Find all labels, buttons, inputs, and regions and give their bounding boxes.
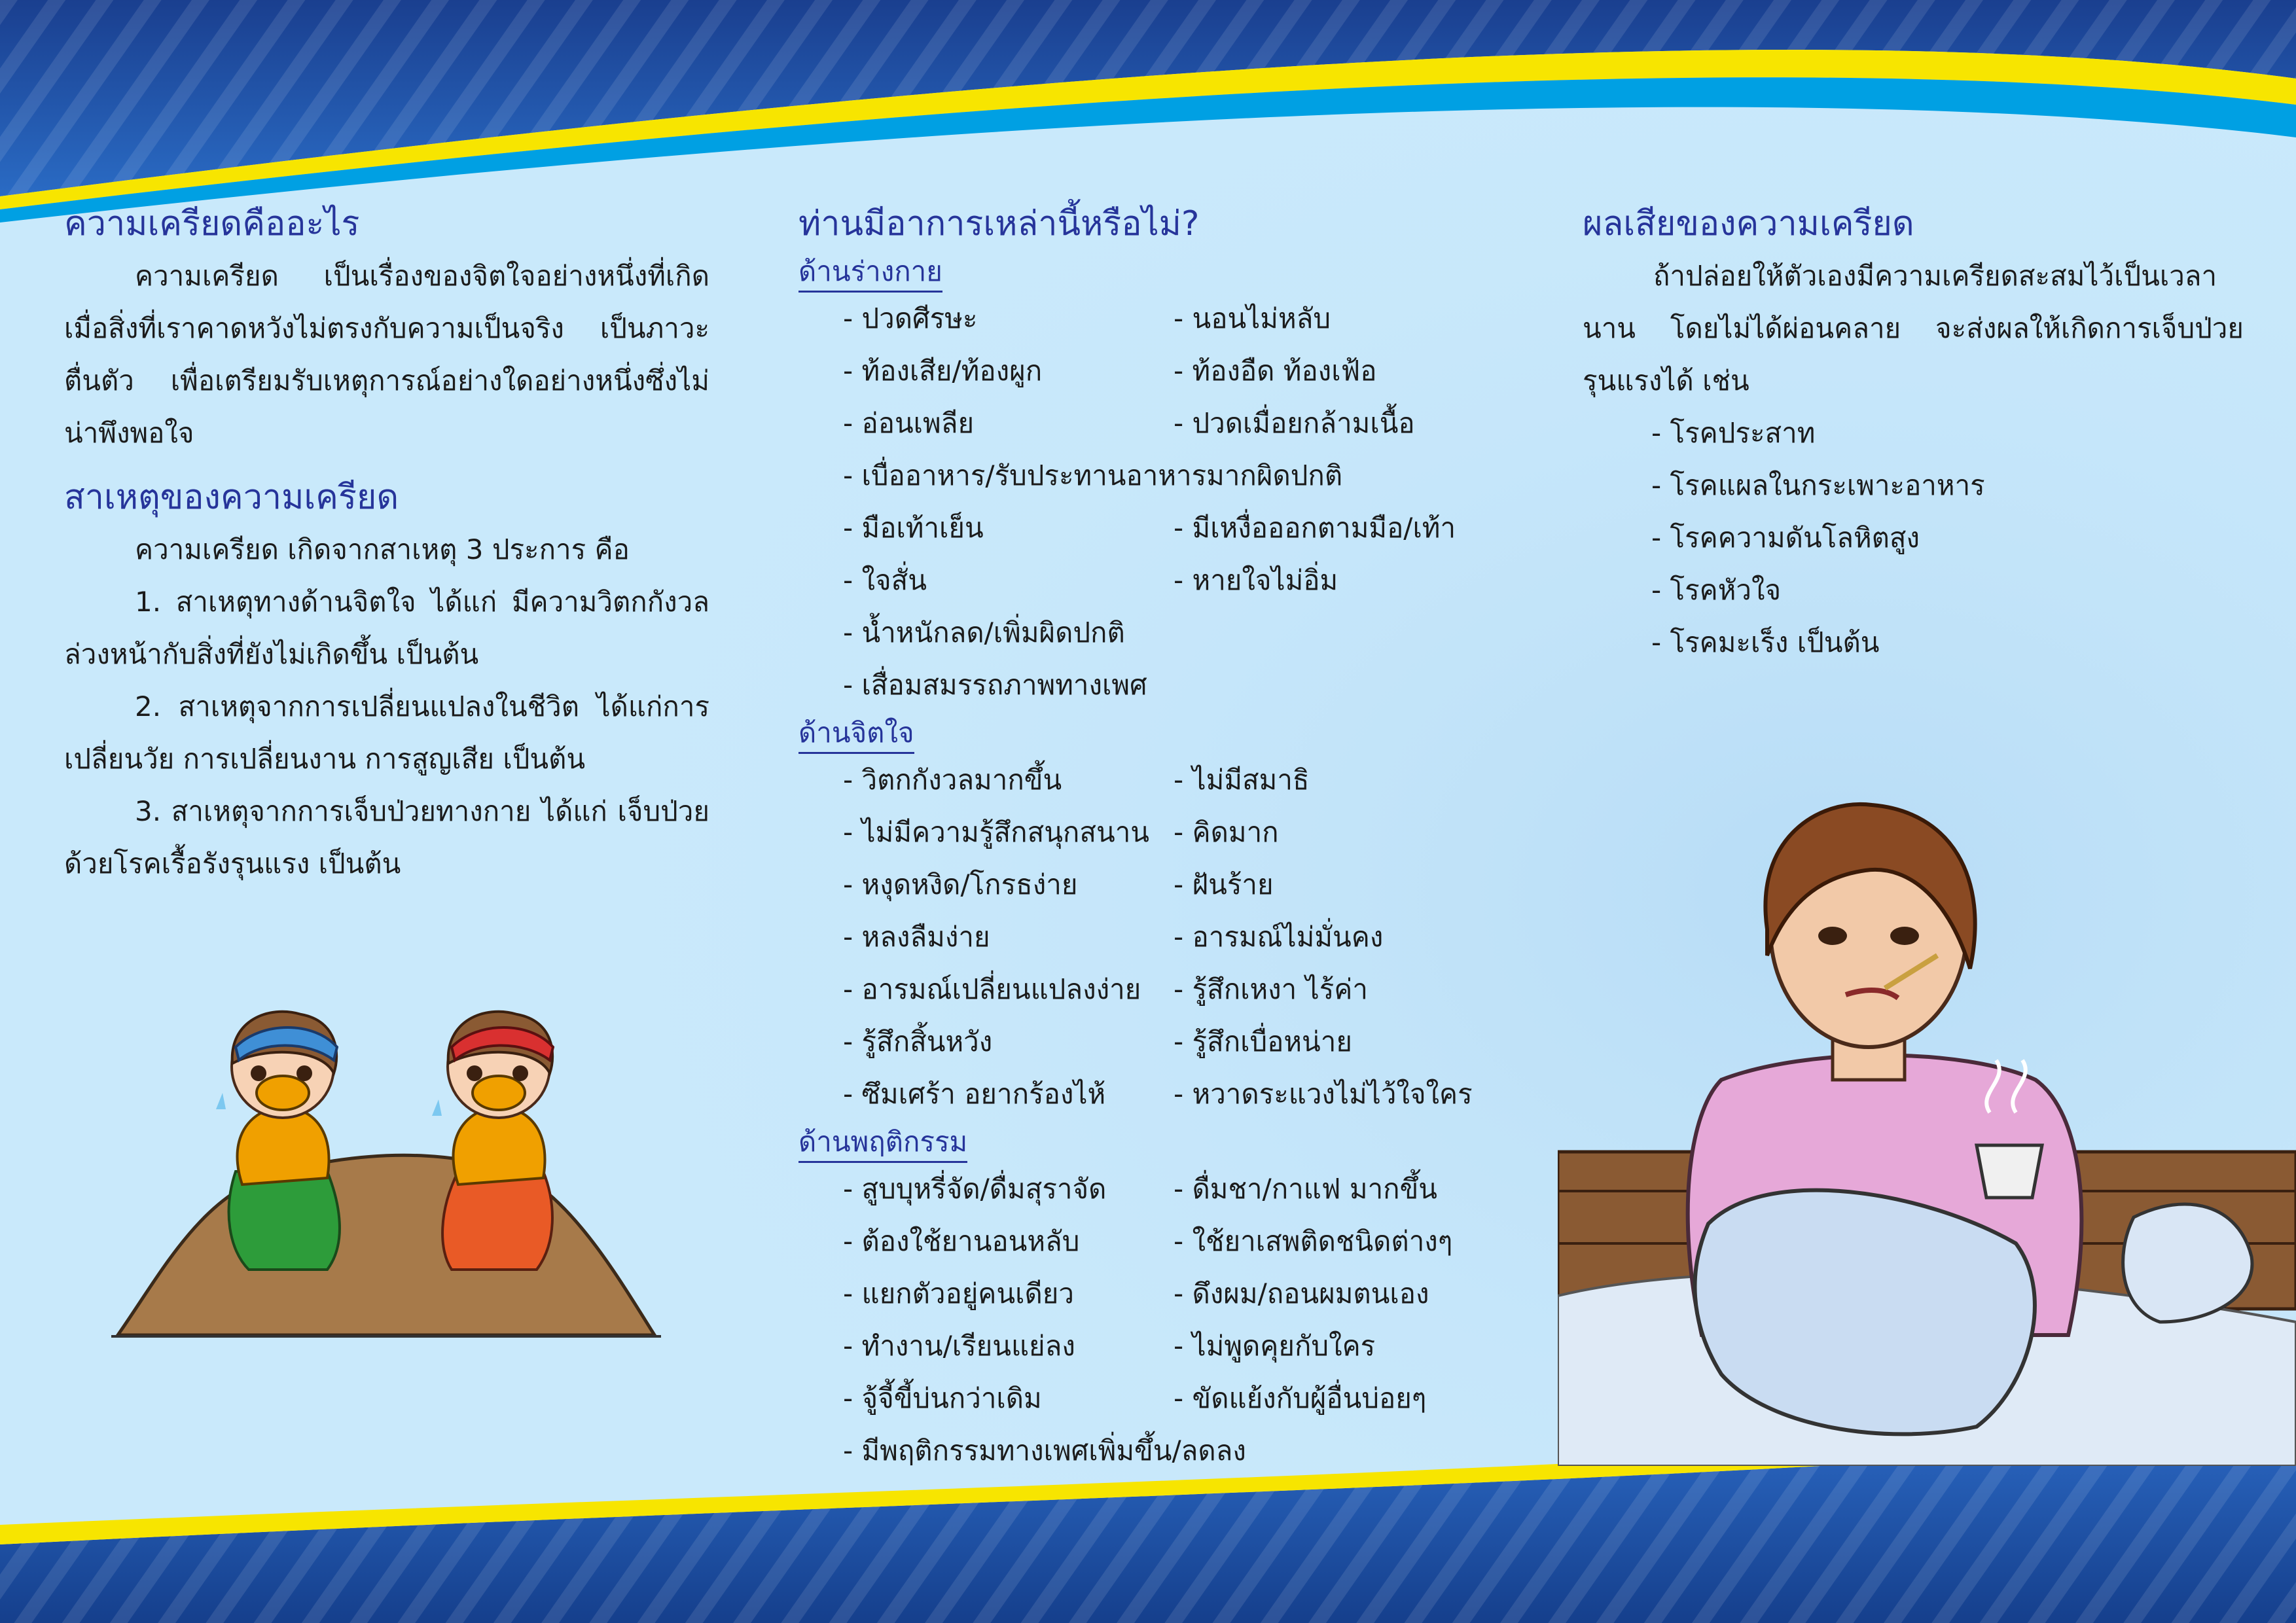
list-item: - เสื่อมสมรรถภาพทางเพศ xyxy=(843,669,1147,701)
list-item: - ทำงาน/เรียนแย่ลง xyxy=(843,1330,1075,1362)
stress-definition: ความเครียด เป็นเรื่องของจิตใจอย่างหนึ่งที่เกิดเมื่อสิ่งที่เราคาดหวังไม่ตรงกับความเป็นจริง เป็นภาวะตื่นตัว เพื่อเตรียมรับเหตุการณ์อย่างใดอย่างหนึ่งซึ่งไม่น่าพึงพอใจ xyxy=(64,260,709,449)
list-item: - ขัดแย้งกับผู้อื่นบ่อยๆ xyxy=(1174,1382,1427,1414)
list-item: - วิตกกังวลมากขึ้น xyxy=(843,764,1062,796)
list-item: - ซึมเศร้า อยากร้องไห้ xyxy=(843,1078,1106,1110)
list-item: - ท้องอืด ท้องเฟ้อ xyxy=(1174,355,1377,387)
list-item: - ท้องเสีย/ท้องผูก xyxy=(843,355,1043,387)
list-item: - โรคมะเร็ง เป็นต้น xyxy=(1651,626,1880,658)
heading-causes: สาเหตุของความเครียด xyxy=(64,478,399,517)
middle-column xyxy=(798,198,1518,1477)
list-item: - อารมณ์ไม่มั่นคง xyxy=(1174,921,1384,953)
list-item: - สูบบุหรี่จัด/ดื่มสุราจัด xyxy=(843,1173,1107,1205)
disease-list xyxy=(1651,407,2244,669)
list-item: - คิดมาก xyxy=(1174,816,1279,848)
list-item: - มีพฤติกรรมทางเพศเพิ่มขึ้น/ลดลง xyxy=(843,1435,1246,1467)
cause-item: 3. สาเหตุจากการเจ็บป่วยทางกาย ได้แก่ เจ็บป่วยด้วยโรคเรื้อรังรุนแรง เป็นต้น xyxy=(64,795,709,880)
list-item: - หลงลืมง่าย xyxy=(843,921,990,953)
list-item: - หงุดหงิด/โกรธง่าย xyxy=(843,868,1078,901)
list-item: - รู้สึกสิ้นหวัง xyxy=(843,1026,993,1058)
effects-paragraph: ถ้าปล่อยให้ตัวเองมีความเครียดสะสมไว้เป็นเวลานาน โดยไม่ได้ผ่อนคลาย จะส่งผลให้เกิดการเจ็บป่วยรุนแรงได้ เช่น xyxy=(1583,260,2244,397)
list-item: - มือเท้าเย็น xyxy=(843,512,984,544)
list-item: - ใช้ยาเสพติดชนิดต่างๆ xyxy=(1174,1225,1453,1257)
list-item: - อารมณ์เปลี่ยนแปลงง่าย xyxy=(843,973,1141,1005)
list-item: - รู้สึกเหงา ไร้ค่า xyxy=(1174,973,1368,1005)
subheading-mental: ด้านจิตใจ xyxy=(798,714,914,754)
left-column xyxy=(64,198,709,890)
physical-symptoms xyxy=(843,293,1518,450)
list-item: - น้ำหนักลด/เพิ่มผิดปกติ xyxy=(843,616,1125,649)
subheading-behavior: ด้านพฤติกรรม xyxy=(798,1123,967,1163)
list-item: - มีเหงื่อออกตามมือ/เท้า xyxy=(1174,512,1456,544)
sick-woman-in-bed-illustration xyxy=(1558,798,2296,1466)
list-item: - โรคประสาท xyxy=(1651,417,1816,449)
list-item: - โรคหัวใจ xyxy=(1651,574,1782,606)
two-crying-girls-illustration xyxy=(111,995,661,1348)
list-item: - ปวดศีรษะ xyxy=(843,302,978,334)
subheading-physical: ด้านร่างกาย xyxy=(798,253,942,293)
causes-intro: ความเครียด เกิดจากสาเหตุ 3 ประการ คือ xyxy=(135,533,630,565)
physical-symptoms-2 xyxy=(843,502,1518,607)
list-item: - รู้สึกเบื่อหน่าย xyxy=(1174,1026,1352,1058)
heading-symptoms: ท่านมีอาการเหล่านี้หรือไม่? xyxy=(798,204,1200,243)
behavior-symptoms xyxy=(843,1163,1518,1425)
list-item: - ไม่พูดคุยกับใคร xyxy=(1174,1330,1376,1362)
list-item: - ดึงผม/ถอนผมตนเอง xyxy=(1174,1277,1429,1310)
cause-item: 1. สาเหตุทางด้านจิตใจ ได้แก่ มีความวิตกกังวลล่วงหน้ากับสิ่งที่ยังไม่เกิดขึ้น เป็นต้น xyxy=(64,586,709,670)
heading-stress-effects: ผลเสียของความเครียด xyxy=(1583,204,1914,243)
list-item: - โรคความดันโลหิตสูง xyxy=(1651,522,1920,554)
list-item: - อ่อนเพลีย xyxy=(843,407,975,439)
list-item: - จู้จี้ขี้บ่นกว่าเดิม xyxy=(843,1382,1042,1414)
list-item: - ต้องใช้ยานอนหลับ xyxy=(843,1225,1080,1257)
list-item: - ฝันร้าย xyxy=(1174,868,1274,901)
list-item: - นอนไม่หลับ xyxy=(1174,302,1331,334)
list-item: - ไม่มีความรู้สึกสนุกสนาน xyxy=(843,816,1149,848)
mental-symptoms xyxy=(843,754,1518,1120)
list-item: - หวาดระแวงไม่ไว้ใจใคร xyxy=(1174,1078,1473,1110)
list-item: - แยกตัวอยู่คนเดียว xyxy=(843,1277,1074,1310)
list-item: - เบื่ออาหาร/รับประทานอาหารมากผิดปกติ xyxy=(843,459,1343,491)
right-column xyxy=(1583,198,2244,669)
list-item: - ใจสั่น xyxy=(843,564,927,596)
list-item: - ดื่มชา/กาแฟ มากขึ้น xyxy=(1174,1173,1437,1205)
list-item: - โรคแผลในกระเพาะอาหาร xyxy=(1651,469,1985,501)
heading-what-is-stress: ความเครียดคืออะไร xyxy=(64,204,360,243)
list-item: - ไม่มีสมาธิ xyxy=(1174,764,1310,796)
cause-item: 2. สาเหตุจากการเปลี่ยนแปลงในชีวิต ได้แก่การเปลี่ยนวัย การเปลี่ยนงาน การสูญเสีย เป็นต้น xyxy=(64,690,709,775)
list-item: - หายใจไม่อิ่ม xyxy=(1174,564,1338,596)
list-item: - ปวดเมื่อยกล้ามเนื้อ xyxy=(1174,407,1415,439)
